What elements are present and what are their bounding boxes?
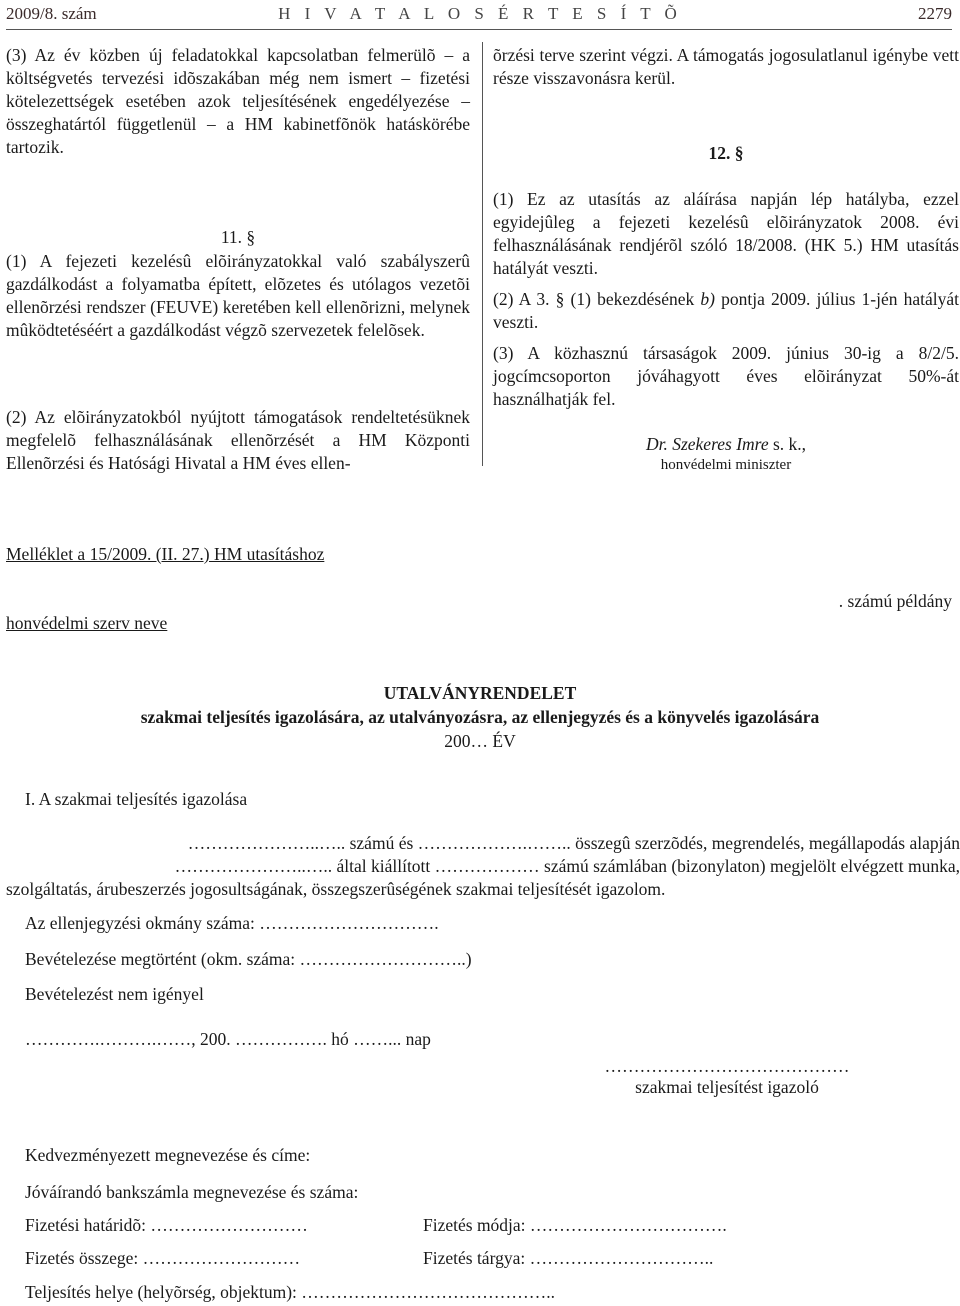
completion-place-field: Teljesítés helye (helyõrség, objektum): …………………………………….. xyxy=(25,1282,556,1302)
paragraph-12-1: (1) Ez az utasítás az aláírása napján lép hatályba, ezzel egyidejûleg a fejezeti kezelésû elõirányzatok 2008. évi felhasználásának rendjérõl szóló 18/2008. (HK 5.) HM utasítás hatályát veszti. xyxy=(493,189,959,278)
paragraph-continuation: õrzési terve szerint végzi. A támogatás jogosulatlanul igénybe vett része visszavonásra kerül. xyxy=(493,45,959,88)
column-divider xyxy=(482,42,483,466)
signature-label: szakmai teljesítést igazoló xyxy=(635,1077,819,1097)
signer-title: honvédelmi miniszter xyxy=(660,457,792,473)
bevetelezes-field: Bevételezése megtörtént (okm. száma: ………………………..) xyxy=(25,949,472,969)
paragraph-3: (3) Az év közben új feladatokkal kapcsolatban felmerülõ – a költségvetés tervezési idõszakában még nem ismert – fizetési kötelezettségek esetében azok teljesítésének engedélyezése – összeghatártól függetlenül – a HM kabinetfõnök hatáskörébe tartozik. xyxy=(6,45,470,157)
paragraph-12-3: (3) A közhasznú társaságok 2009. június 30-ig a 8/2/5. jogcímcsoporton jóváhagyott éves elõirányzat 50%-át használhatják fel. xyxy=(493,343,959,409)
copy-number-label: . számú példány xyxy=(838,591,952,611)
form-title: UTALVÁNYRENDELET xyxy=(383,683,577,703)
paragraph-11-2: (2) Az elõirányzatokból nyújtott támogatások rendeltetésüknek megfelelõ felhasználásának ellenõrzését a HM Központi Ellenõrzési és Hatósági Hivatal a HM éves ellen- xyxy=(6,407,470,473)
issue-number: 2009/8. szám xyxy=(6,4,97,23)
ellenjegyzes-field: Az ellenjegyzési okmány száma: …………………………. xyxy=(25,913,439,933)
right-para-12-3 xyxy=(493,342,959,411)
right-para-12-2 xyxy=(493,288,959,334)
payment-method-field: Fizetés módja: ……………………………. xyxy=(423,1215,727,1235)
paragraph-12-2 xyxy=(493,288,959,334)
form-subtitle: szakmai teljesítés igazolására, az utalványozásra, az ellenjegyzés és a könyvelés igazolására xyxy=(140,707,820,727)
paragraph-12-2-text-a: (2) A 3. § (1) bekezdésének xyxy=(493,289,701,309)
paragraph-12-2-point: b) xyxy=(700,289,715,309)
form-line-1: …………………..….. számú és ……………….…….. összegû szerzõdés, megrendelés, megállapodás alapján xyxy=(187,833,960,853)
org-name-label: honvédelmi szerv neve xyxy=(6,613,168,633)
left-para-3 xyxy=(6,44,470,159)
header-rule xyxy=(6,29,952,30)
left-para-11-1 xyxy=(6,250,470,342)
section-12-heading: 12. § xyxy=(708,143,744,163)
date-line: ………….……….……, 200. ……………. hó ……... nap xyxy=(25,1029,431,1049)
bevetelezes-nem-field: Bevételezést nem igényel xyxy=(25,984,204,1004)
bank-account-field: Jóváírandó bankszámla megnevezése és száma: xyxy=(25,1182,359,1202)
section-11-heading: 11. § xyxy=(220,227,256,247)
signer-suffix: s. k., xyxy=(768,434,807,454)
signer-name-line xyxy=(493,433,959,456)
right-para-12-1 xyxy=(493,188,959,280)
payment-amount-field: Fizetés összege: ……………………… xyxy=(25,1248,301,1268)
paragraph-11-1: (1) A fejezeti kezelésû elõirányzatokkal való szabályszerû gazdálkodást a folyamatba épített, elõzetes és utólagos vezetõi ellenõrzési rendszer (FEUVE) keretében kell ellenõrizni, melynek mûködtetéséért a gazdálkodást végzõ szervezetek felelõsek. xyxy=(6,251,470,340)
page-number: 2279 xyxy=(918,4,952,23)
form-line-3: szolgáltatás, árubeszerzés jogosultságának, összegszerûségének szakmai teljesítését igazolom. xyxy=(6,879,666,899)
paragraph-12-2-text-c: pontja 2009. július 1-jén hatályát veszti. xyxy=(493,289,959,332)
annex-heading: Melléklet a 15/2009. (II. 27.) HM utasításhoz xyxy=(6,544,325,564)
journal-title: H I V A T A L O S É R T E S Í T Õ xyxy=(278,4,682,23)
beneficiary-field: Kedvezményezett megnevezése és címe: xyxy=(25,1145,311,1165)
form-line-2: …………………..….. által kiállított ……………… számú számlában (bizonylaton) megjelölt elvégzett munka, xyxy=(174,856,960,876)
signature-dots: …………………………………… xyxy=(604,1056,850,1076)
form-year: 200… ÉV xyxy=(444,731,516,751)
signature-block xyxy=(493,433,959,474)
right-para-cont xyxy=(493,44,959,90)
payment-deadline-field: Fizetési határidõ: ……………………… xyxy=(25,1215,308,1235)
section-1-heading: I. A szakmai teljesítés igazolása xyxy=(25,789,248,809)
signer-name: Dr. Szekeres Imre xyxy=(645,434,769,454)
payment-subject-field: Fizetés tárgya: ………………………….. xyxy=(423,1248,714,1268)
left-para-11-2 xyxy=(6,406,470,475)
